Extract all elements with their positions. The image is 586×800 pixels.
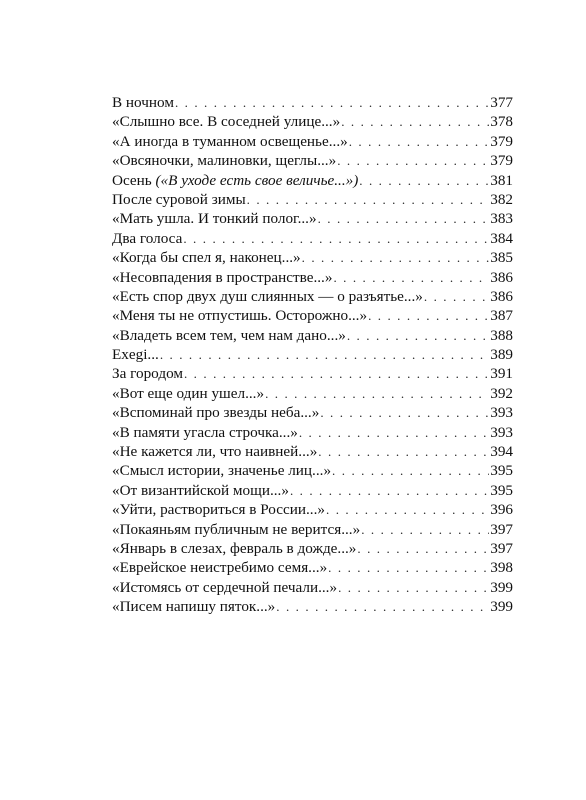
dot-leader — [333, 268, 489, 287]
dot-leader — [320, 403, 489, 422]
dot-leader — [302, 248, 490, 267]
toc-entry-page: 388 — [490, 326, 513, 344]
toc-entry-title: «Владеть всем тем, чем нам дано...» — [112, 326, 346, 344]
toc-entry-title: «Вот еще один ушел...» — [112, 384, 265, 402]
toc-entry-page: 392 — [490, 384, 513, 402]
toc-entry-page: 386 — [490, 287, 513, 305]
dot-leader — [175, 93, 489, 112]
toc-entry — [112, 268, 513, 287]
toc-entry — [112, 151, 513, 170]
toc-entry — [112, 539, 513, 558]
toc-entry — [112, 403, 513, 422]
dot-leader — [332, 461, 489, 480]
toc-entry-page: 395 — [490, 462, 513, 480]
toc-entry-page: 386 — [490, 268, 513, 286]
toc-entry-title: «Есть спор двух душ слиянных — о разъятье...» — [112, 287, 423, 305]
toc-entry-title: «Вспоминай про звезды неба...» — [112, 404, 320, 422]
dot-leader — [247, 190, 490, 209]
toc-entry — [112, 306, 513, 325]
toc-entry-page: 395 — [490, 481, 513, 499]
toc-entry — [112, 364, 513, 383]
toc-entry-title: «Покаяньям публичным не верится...» — [112, 520, 361, 538]
dot-leader — [265, 384, 489, 403]
toc-entry-page: 387 — [490, 307, 513, 325]
dot-leader — [290, 481, 489, 500]
toc-entry-title: «Январь в слезах, февраль в дожде...» — [112, 539, 357, 557]
toc-entry-page: 378 — [490, 113, 513, 131]
toc-entry-title: В ночном — [112, 94, 174, 111]
toc-entry — [112, 558, 513, 577]
toc-entry-page: 399 — [490, 578, 513, 596]
toc-entry — [112, 287, 513, 306]
toc-entry — [112, 209, 513, 228]
dot-leader — [341, 112, 489, 131]
dot-leader — [318, 209, 490, 228]
toc-entry — [112, 326, 513, 345]
toc-entry-title: Exegi... — [112, 346, 159, 364]
toc-entry-title: «А иногда в туманном освещенье...» — [112, 132, 348, 150]
toc-entry-page: 383 — [490, 210, 513, 228]
toc-entry — [112, 442, 513, 461]
toc-entry — [112, 500, 513, 519]
toc-entry — [112, 461, 513, 480]
toc-entry — [112, 132, 513, 151]
toc-entry-page: 393 — [490, 404, 513, 422]
toc-entry-title: «Писем напишу пяток...» — [112, 598, 276, 616]
toc-entry-main-title: Осень — [112, 171, 152, 189]
toc-entry-title: «Несовпадения в пространстве...» — [112, 268, 333, 286]
toc-entry-title: «От византийской мощи...» — [112, 481, 289, 499]
toc-entry-subtitle: («В уходе есть свое величье...») — [155, 171, 359, 189]
dot-leader — [349, 132, 490, 151]
toc-entry-page: 397 — [490, 539, 513, 557]
toc-entry-title: «Овсяночки, малиновки, щеглы...» — [112, 152, 337, 170]
dot-leader — [328, 558, 489, 577]
toc-entry — [112, 481, 513, 500]
toc-entry — [112, 520, 513, 539]
toc-entry — [112, 112, 513, 131]
dot-leader — [424, 287, 489, 306]
toc-entry-title — [112, 171, 358, 190]
dot-leader — [359, 171, 489, 190]
toc-entry-page: 382 — [490, 190, 513, 208]
toc-entry-page: 396 — [490, 501, 513, 519]
toc-entry-title: «В памяти угасла строчка...» — [112, 423, 298, 441]
dot-leader — [276, 597, 489, 616]
toc-entry — [112, 93, 513, 112]
toc-entry-page: 394 — [490, 443, 513, 461]
toc-entry — [112, 248, 513, 267]
toc-entry — [112, 171, 513, 190]
dot-leader — [160, 345, 489, 364]
toc-entry — [112, 345, 513, 364]
toc-entry-title: Два голоса — [112, 229, 183, 247]
toc-entry-page: 381 — [490, 171, 513, 189]
toc-entry-title: «Меня ты не отпустишь. Осторожно...» — [112, 307, 368, 325]
toc-entry — [112, 597, 513, 616]
table-of-contents — [112, 93, 513, 617]
toc-entry-page: 377 — [490, 94, 513, 111]
dot-leader — [318, 442, 489, 461]
toc-entry-page: 398 — [490, 559, 513, 577]
dot-leader — [299, 423, 489, 442]
toc-entry-title: «Мать ушла. И тонкий полог...» — [112, 210, 317, 228]
toc-entry-title: За городом — [112, 365, 183, 383]
toc-entry-title: После суровой зимы — [112, 190, 246, 208]
dot-leader — [347, 326, 489, 345]
toc-entry-title: «Уйти, раствориться в России...» — [112, 501, 325, 519]
dot-leader — [337, 151, 489, 170]
toc-entry-page: 384 — [490, 229, 513, 247]
toc-entry — [112, 384, 513, 403]
dot-leader — [183, 229, 489, 248]
dot-leader — [184, 364, 489, 383]
dot-leader — [338, 578, 489, 597]
toc-entry-title: «Не кажется ли, что наивней...» — [112, 443, 318, 461]
toc-entry-page: 379 — [490, 132, 513, 150]
toc-entry-page: 391 — [490, 365, 513, 383]
toc-entry-title: «Когда бы спел я, наконец...» — [112, 249, 301, 267]
toc-entry-page: 389 — [490, 346, 513, 364]
toc-entry-page: 399 — [490, 598, 513, 616]
toc-entry-page: 385 — [490, 249, 513, 267]
toc-entry-page: 379 — [490, 152, 513, 170]
dot-leader — [357, 539, 489, 558]
toc-entry — [112, 578, 513, 597]
toc-entry-page: 397 — [490, 520, 513, 538]
toc-entry — [112, 229, 513, 248]
toc-entry-title: «Смысл истории, значенье лиц...» — [112, 462, 332, 480]
dot-leader — [361, 520, 489, 539]
toc-entry-title: «Еврейское неистребимо семя...» — [112, 559, 328, 577]
dot-leader — [368, 306, 489, 325]
toc-entry — [112, 423, 513, 442]
toc-entry-page: 393 — [490, 423, 513, 441]
toc-entry-title: «Истомясь от сердечной печали...» — [112, 578, 338, 596]
dot-leader — [326, 500, 489, 519]
toc-entry — [112, 190, 513, 209]
toc-entry-title: «Слышно все. В соседней улице...» — [112, 113, 341, 131]
